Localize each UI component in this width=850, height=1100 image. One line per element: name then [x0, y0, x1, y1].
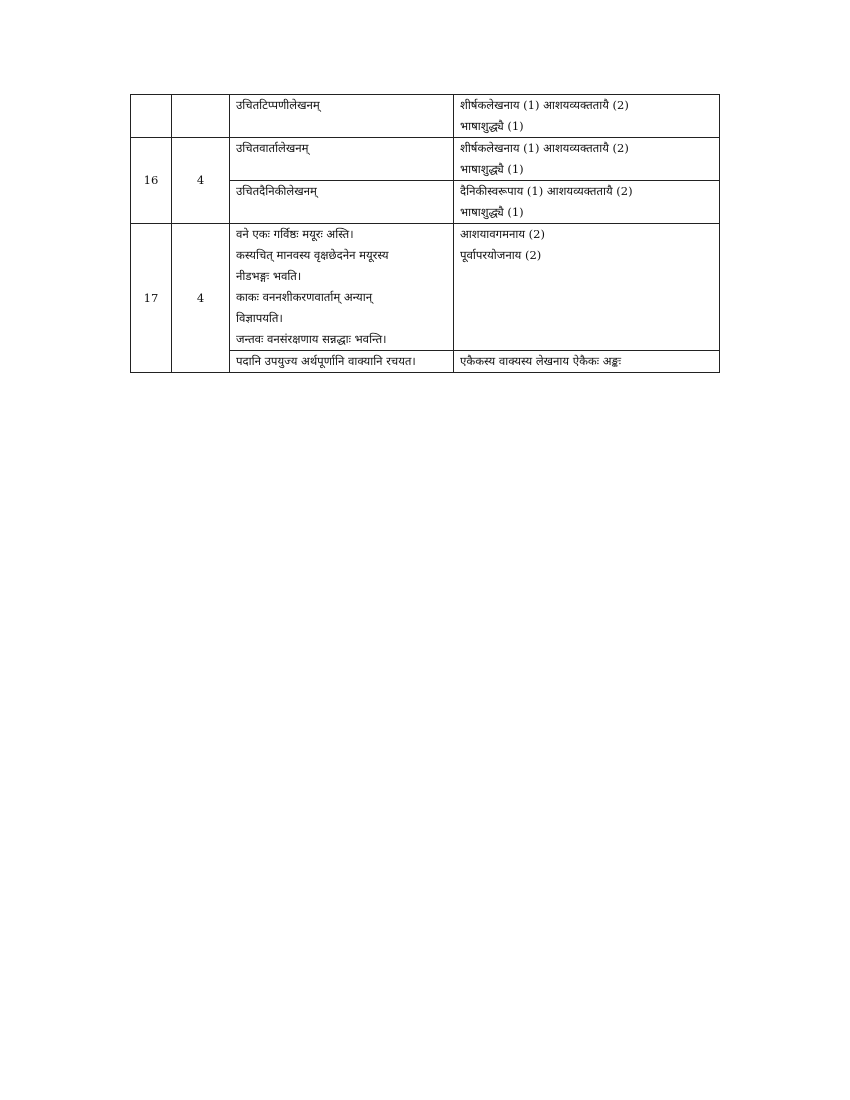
task-cell	[230, 95, 454, 138]
passage-line: वने एकः गर्विष्ठः मयूरः अस्ति।	[236, 227, 354, 241]
criteria-line: भाषाशुद्ध्यै (1)	[460, 162, 524, 176]
criteria-line: भाषाशुद्ध्यै (1)	[460, 119, 524, 133]
marks-cell	[172, 95, 230, 138]
criteria-cell	[454, 181, 720, 224]
task-cell	[230, 181, 454, 224]
passage-line: काकः वननशीकरणवार्ताम् अन्यान्	[236, 290, 373, 304]
passage-line: कस्यचित् मानवस्य वृक्षछेदनेन मयूरस्य	[236, 248, 389, 262]
question-number-cell: 17	[131, 224, 172, 373]
criteria-cell	[454, 224, 720, 351]
marks-cell: 4	[172, 224, 230, 373]
marking-scheme-table	[130, 94, 720, 373]
criteria-cell	[454, 95, 720, 138]
criteria-line: शीर्षकलेखनाय (1) आशयव्यक्ततायै (2)	[460, 98, 629, 112]
task-text: पदानि उपयुज्य अर्थपूर्णानि वाक्यानि रचयत।	[236, 354, 416, 368]
task-text: उचितटिप्पणीलेखनम्	[236, 98, 320, 112]
table-row	[131, 95, 720, 138]
criteria-line: एकैकस्य वाक्यस्य लेखनाय ऐकैकः अङ्कः	[460, 354, 622, 368]
table-row	[131, 138, 720, 181]
criteria-line: शीर्षकलेखनाय (1) आशयव्यक्ततायै (2)	[460, 141, 629, 155]
criteria-line: आशयावगमनाय (2)	[460, 227, 545, 241]
criteria-line: भाषाशुद्ध्यै (1)	[460, 205, 524, 219]
question-number-cell: 16	[131, 138, 172, 224]
marks-cell: 4	[172, 138, 230, 224]
passage-line: विज्ञापयति।	[236, 311, 283, 325]
passage-cell	[230, 224, 454, 351]
task-text: उचितदैनिकीलेखनम्	[236, 184, 317, 198]
task-text: उचितवार्तालेखनम्	[236, 141, 309, 155]
passage-line: जन्तवः वनसंरक्षणाय सन्नद्धाः भवन्ति।	[236, 332, 387, 346]
task-cell	[230, 138, 454, 181]
criteria-line: दैनिकीस्वरूपाय (1) आशयव्यक्ततायै (2)	[460, 184, 633, 198]
criteria-cell	[454, 351, 720, 373]
criteria-line: पूर्वापरयोजनाय (2)	[460, 248, 542, 262]
passage-line: नीडभङ्गः भवति।	[236, 269, 302, 283]
question-number-cell	[131, 95, 172, 138]
criteria-cell	[454, 138, 720, 181]
task-cell	[230, 351, 454, 373]
table-row	[131, 224, 720, 351]
